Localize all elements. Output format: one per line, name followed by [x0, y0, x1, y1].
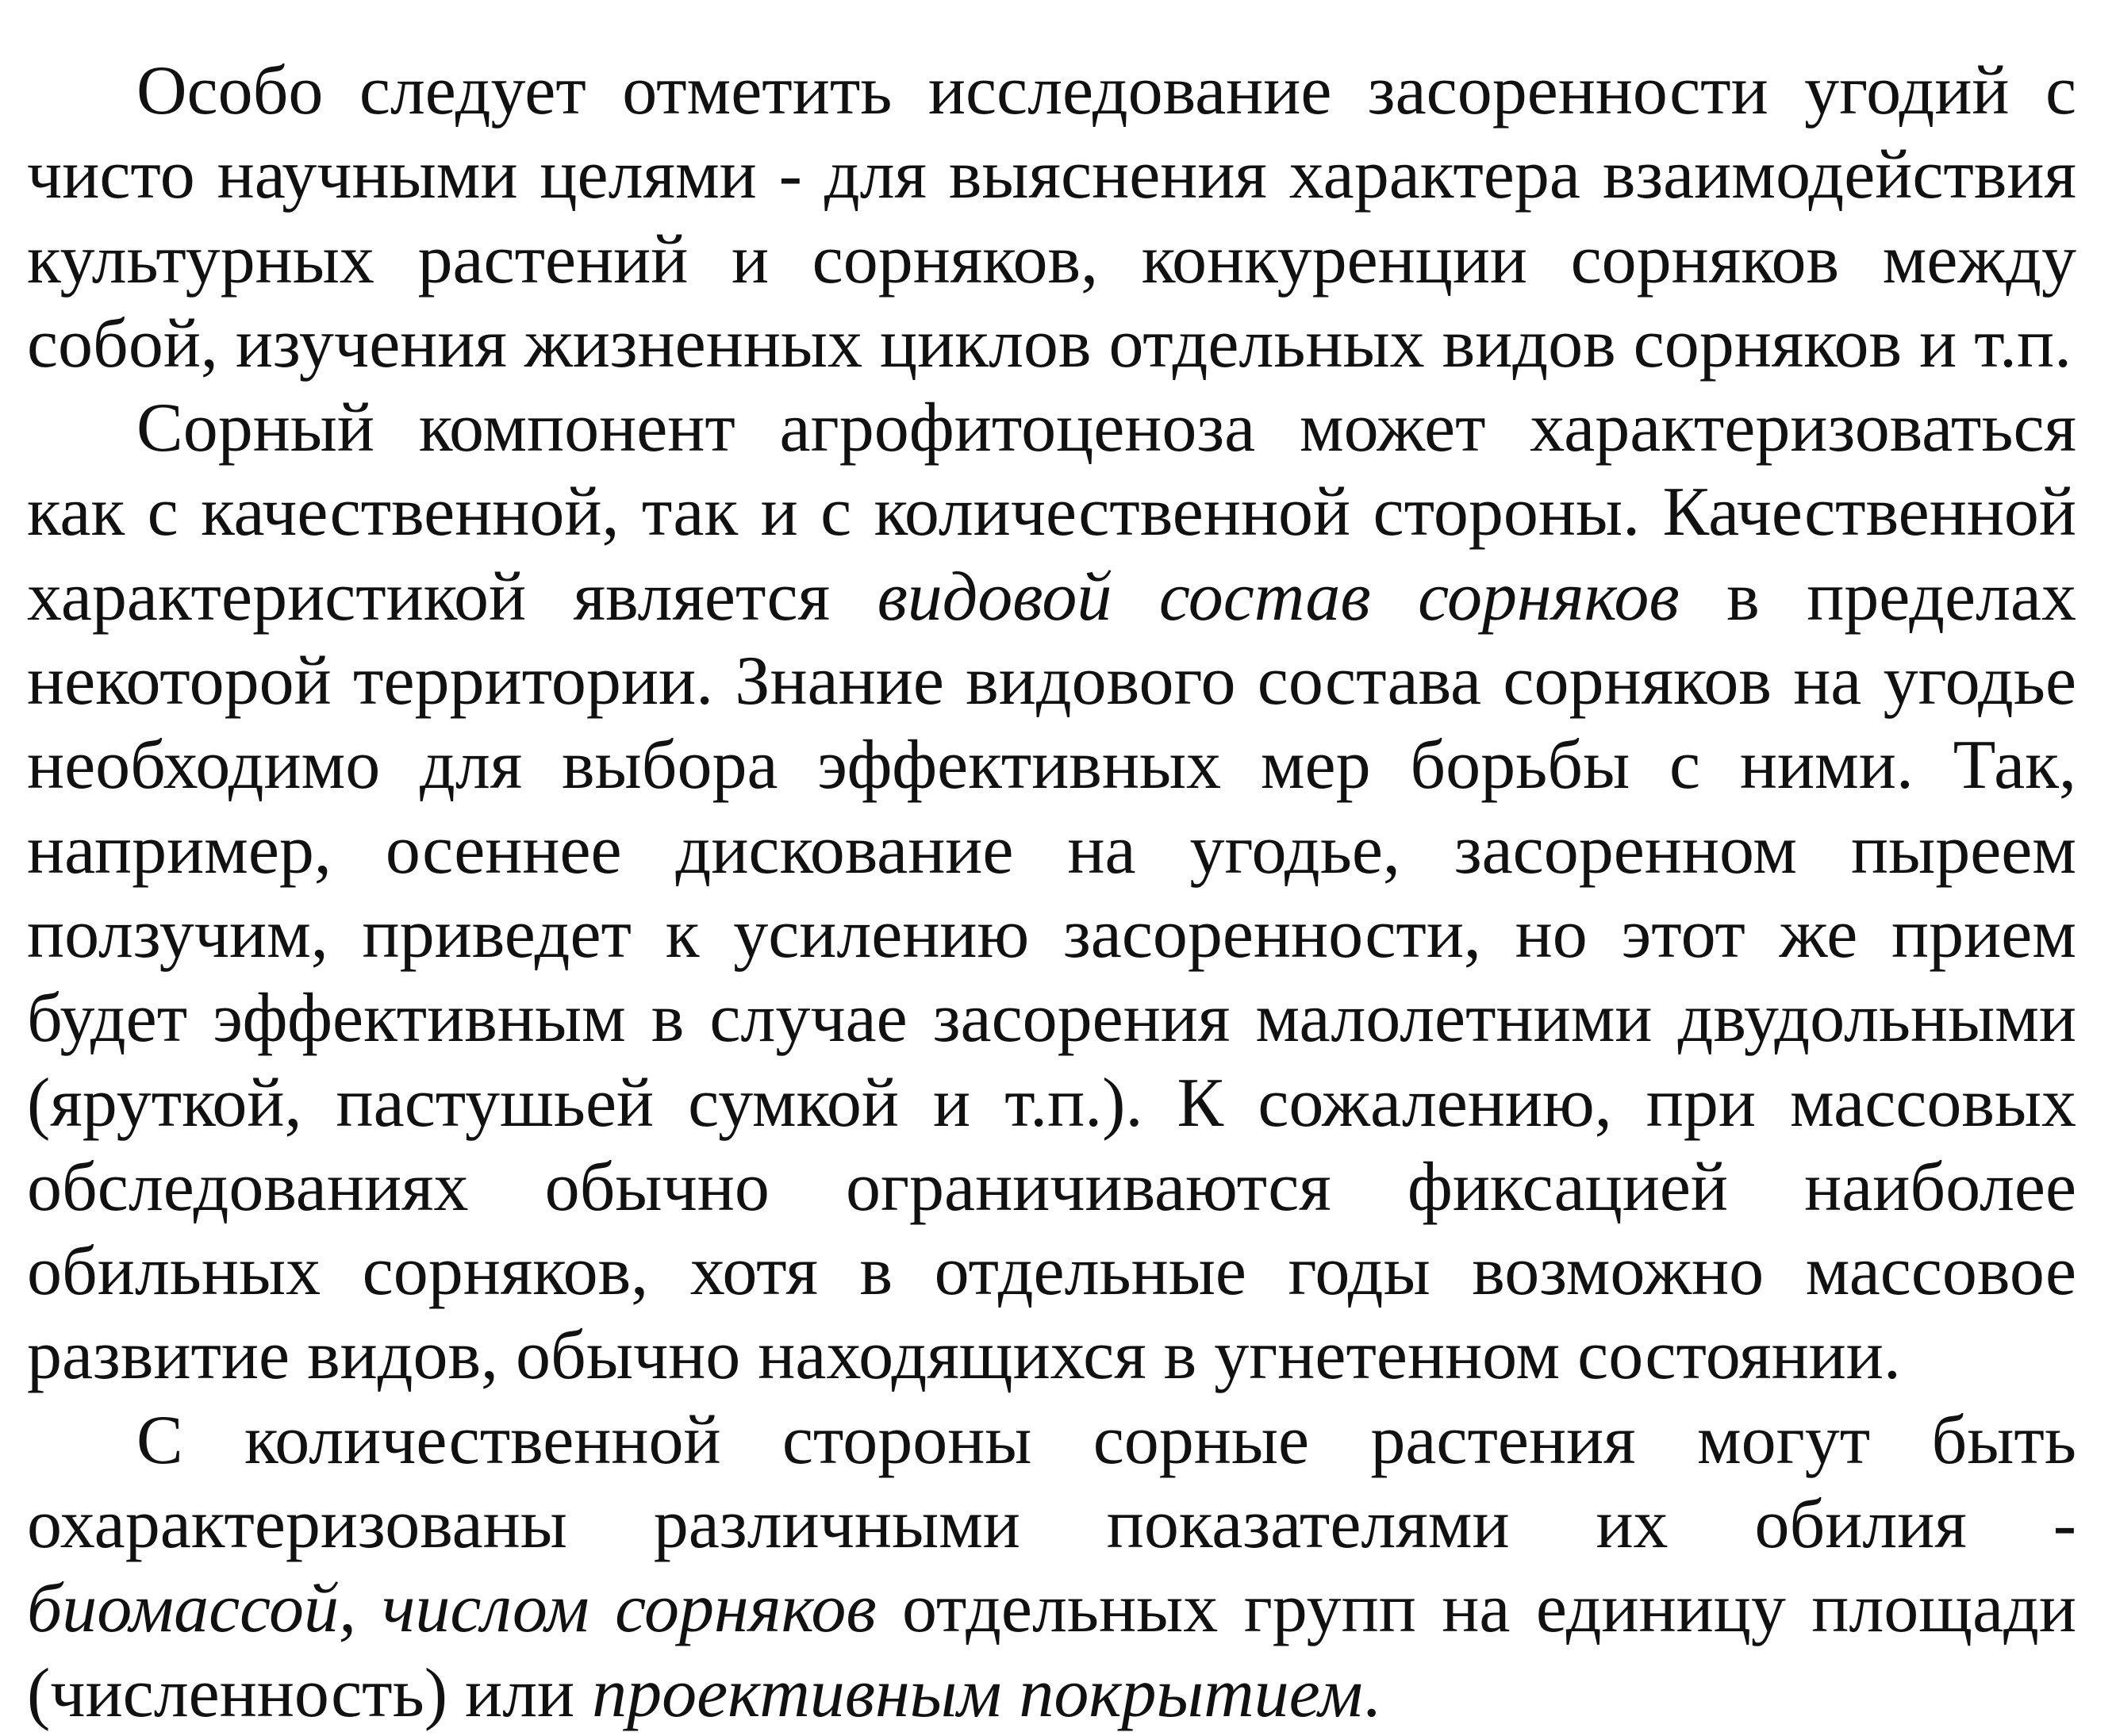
text-segment: С количественной стороны сорные растения могут быть охарактеризованы различными показателями их обилия - [27, 1401, 2076, 1564]
paragraph-qualitative-characteristic [27, 386, 2076, 1399]
document-page [27, 49, 2076, 1736]
text-segment: . [1362, 1654, 1381, 1732]
text-segment: Особо следует отметить исследование засоренности угодий с чисто научными целями - для выяснения характера взаимодействия культурных растений и сорняков, конкуренции сорняков между собой, изучения жизненных циклов отдельных видов сорняков и т.п. [27, 52, 2076, 382]
text-segment: отдельных групп на единицу площади (численность) или [27, 1570, 2076, 1732]
text-segment: в пределах некоторой территории. Знание видового состава сорняков на угодье необходимо для выбора эффективных мер борьбы с ними. Так, например, осеннее дискование на угодье, засоренном пыреем ползучим, приведет к усилению засоренности, но этот же прием будет эффективным в случае засорения малолетними двудольными (яруткой, пастушьей сумкой и т.п.). К сожалению, при массовых обследованиях обычно ограничиваются фиксацией наиболее обильных сорняков, хотя в отдельные годы возможно массовое развитие видов, обычно находящихся в угнетенном состоянии. [27, 558, 2076, 1395]
emphasized-term: биомассой, числом сорняков [27, 1570, 877, 1648]
emphasized-term: проективным покрытием [592, 1654, 1363, 1732]
paragraph-scientific-study [27, 49, 2076, 386]
paragraph-quantitative-characteristic [27, 1399, 2076, 1736]
text-segment: Сорный компонент агрофитоценоза может характеризоваться как с качественной, так и с количественной стороны. Качественной характеристикой является [27, 390, 2076, 636]
emphasized-term: видовой состав сорняков [877, 558, 1680, 636]
